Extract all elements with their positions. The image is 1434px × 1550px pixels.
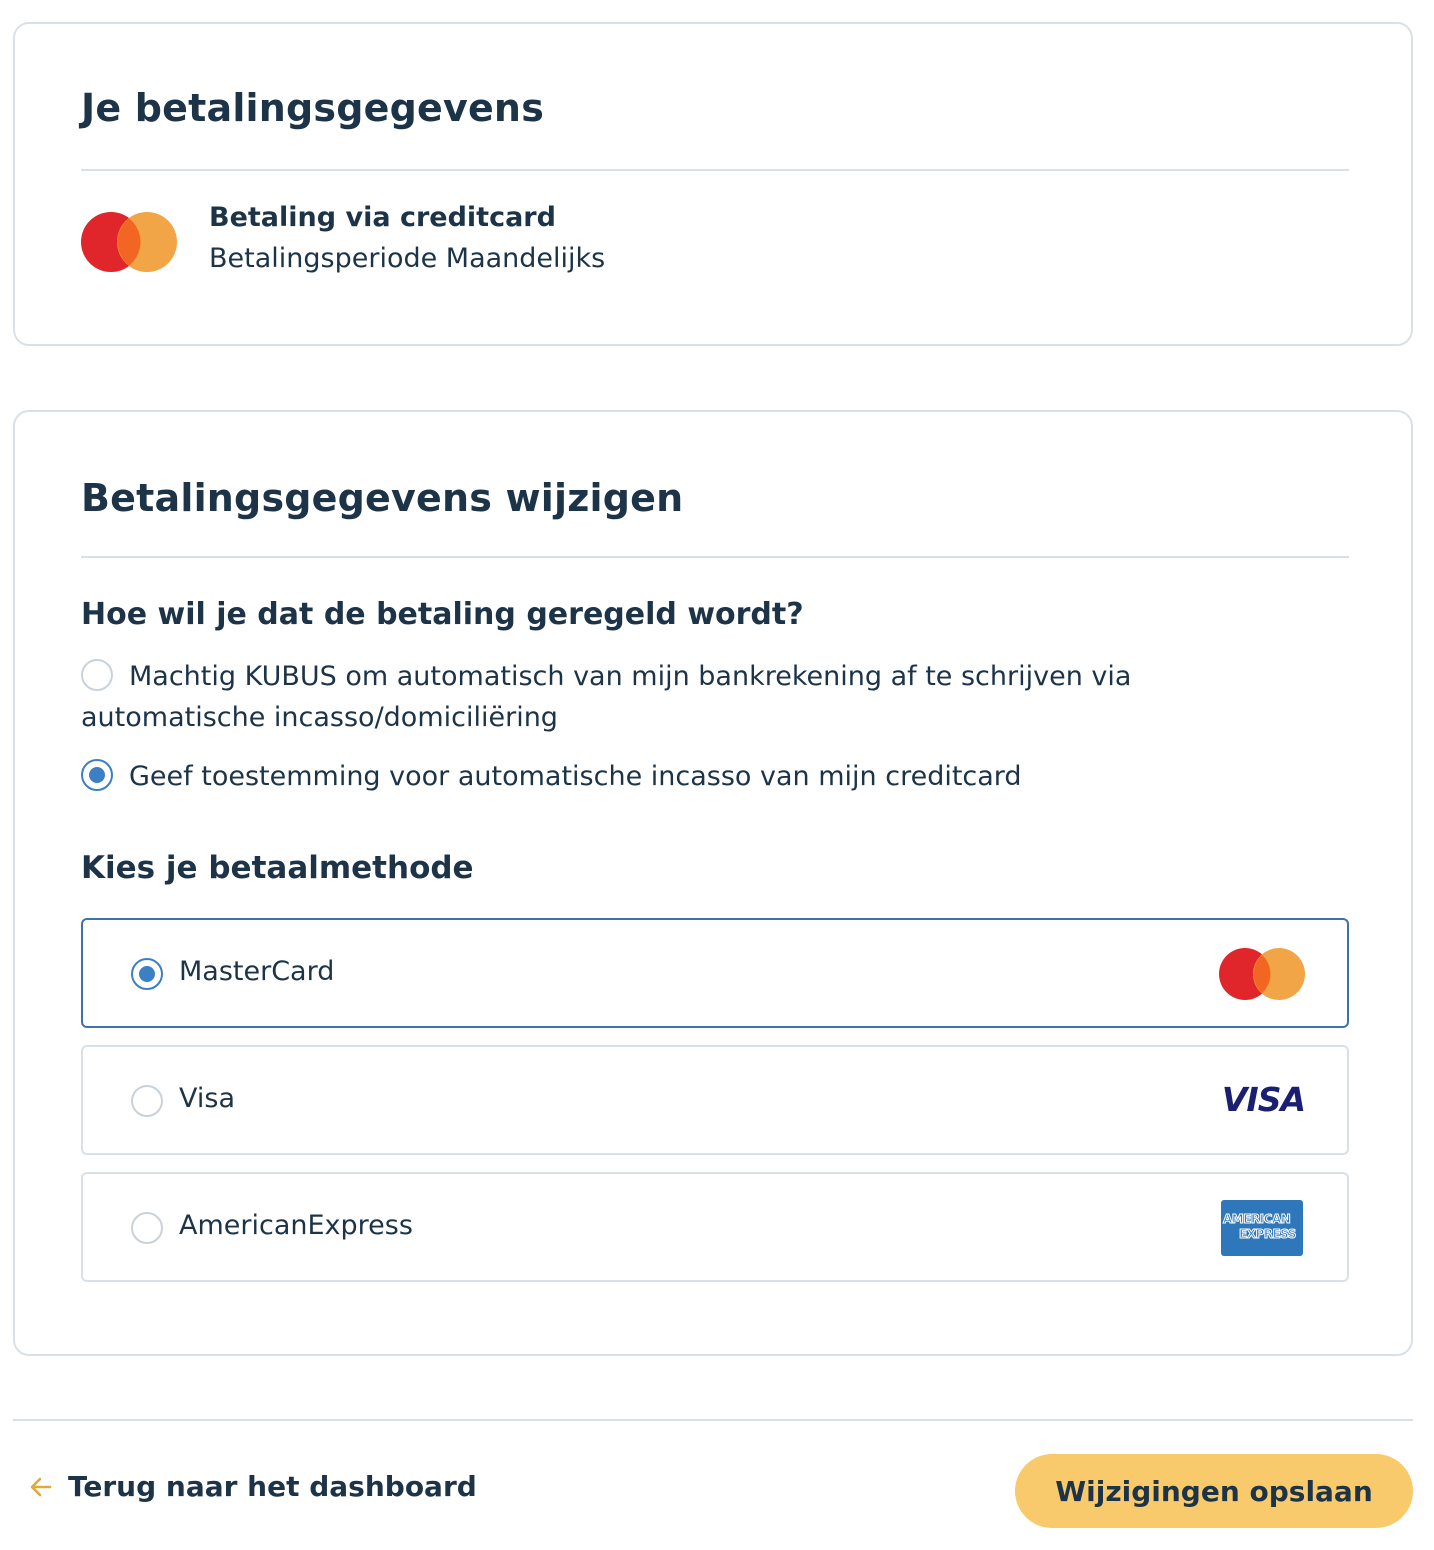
current-payment-card — [13, 22, 1413, 346]
method-mastercard[interactable] — [81, 918, 1349, 1028]
amex-logo-icon: AMERICAN EXPRESS — [1221, 1200, 1303, 1256]
method-label: AmericanExpress — [179, 1210, 413, 1241]
option-creditcard-label[interactable]: Geef toestemming voor automatische incasso van mijn creditcard — [129, 761, 1022, 792]
mastercard-icon — [81, 212, 177, 272]
mastercard-logo-icon — [1219, 948, 1305, 1000]
footer-divider — [13, 1419, 1413, 1421]
save-changes-button[interactable]: Wijzigingen opslaan — [1015, 1454, 1413, 1528]
method-amex[interactable] — [81, 1172, 1349, 1282]
radio-mastercard[interactable] — [131, 958, 163, 990]
payment-method-title: Betaling via creditcard — [209, 202, 556, 233]
option-direct-debit-label[interactable]: Machtig KUBUS om automatisch van mijn bankrekening af te schrijven via automatische incasso/domiciliëring — [81, 661, 1132, 733]
current-payment-title: Je betalingsgegevens — [81, 86, 545, 130]
back-link-label: Terug naar het dashboard — [68, 1470, 477, 1503]
payment-question: Hoe wil je dat de betaling geregeld wordt? — [81, 597, 804, 632]
method-heading: Kies je betaalmethode — [81, 850, 474, 886]
divider — [81, 169, 1349, 171]
radio-visa[interactable] — [131, 1085, 163, 1117]
visa-logo-icon: VISA — [1221, 1080, 1305, 1119]
divider — [81, 556, 1349, 558]
arrow-left-icon — [28, 1474, 54, 1500]
back-to-dashboard-link[interactable] — [28, 1470, 477, 1503]
change-payment-title: Betalingsgegevens wijzigen — [81, 476, 684, 520]
method-label: MasterCard — [179, 956, 335, 987]
method-visa[interactable] — [81, 1045, 1349, 1155]
radio-creditcard[interactable] — [81, 759, 113, 791]
method-label: Visa — [179, 1083, 235, 1114]
radio-amex[interactable] — [131, 1212, 163, 1244]
change-payment-card — [13, 410, 1413, 1356]
payment-period: Betalingsperiode Maandelijks — [209, 243, 606, 274]
